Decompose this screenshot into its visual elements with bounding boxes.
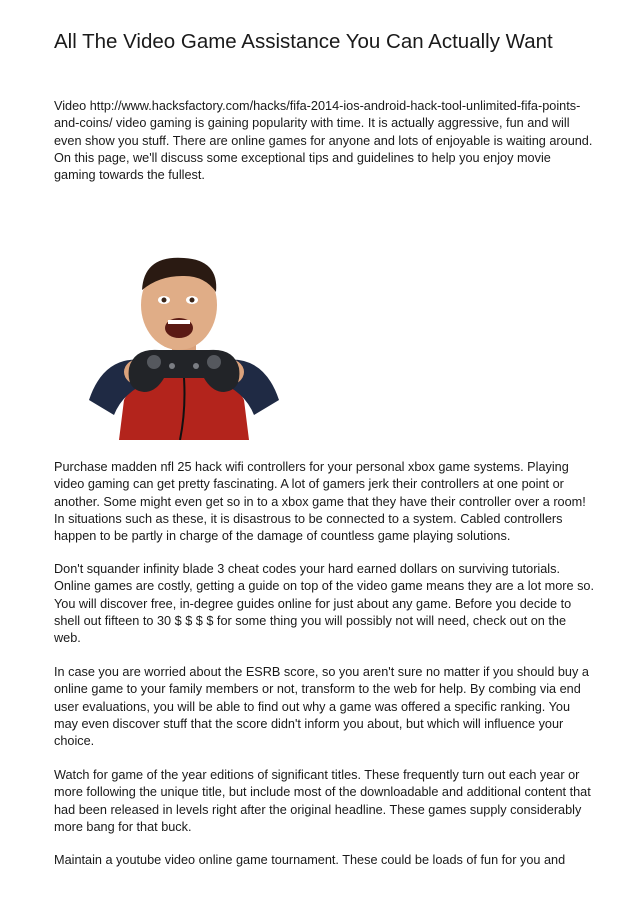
paragraph-intro: Video http://www.hacksfactory.com/hacks/fifa-2014-ios-android-hack-tool-unlimited-fifa-points-and-coins/ video gaming is gaining popularity with time. It is actually aggressive, fun and will even show you stuff. There are online games for anyone and lots of enjoyable is waiting around. On this page, we'll discuss some exceptional tips and guidelines to help you enjoy movie gaming towards the fullest.: [54, 99, 593, 183]
paragraph-esrb-rating: In case you are worried about the ESRB score, so you aren't sure no matter if you should buy a online game to your family members or not, transform to the web for help. By combing via end user evaluations, you will be able to find out why a game was offered a specific ranking. You may even discover stuff that the score didn't inform you about, but which will influence your choice.: [54, 665, 589, 749]
gamer-with-controller-illustration: [84, 250, 284, 440]
paragraph-game-of-the-year: Watch for game of the year editions of significant titles. These frequently turn out each year or more following the unique title, but include most of the downloadable and additional content that had been released in levels right after the original headline. These games supply considerably more bang for that buck.: [54, 768, 591, 834]
paragraph-tournament: Maintain a youtube video online game tournament. These could be loads of fun for you and: [54, 853, 566, 867]
paragraph-game-guides: Don't squander infinity blade 3 cheat codes your hard earned dollars on surviving tutorials. Online games are costly, getting a guide on top of the video game means they are a lot more so. You will discover free, in-degree guides online for just about any game. Before you decide to shell out fifteen to 30 $ $ $ $ for some thing you will possibly not will need, check out on the web.: [54, 562, 594, 646]
page-title: All The Video Game Assistance You Can Actually Want: [54, 30, 553, 53]
paragraph-wireless-controllers: Purchase madden nfl 25 hack wifi controllers for your personal xbox game systems. Playing video gaming can get pretty fascinating. A lot of gamers jerk their controllers at one point or another. Some might even get so in to a xbox game that they have their controller over a room! In situations such as these, it is disastrous to be connected to a system. Cabled controllers happen to be partly in charge of the damage of countless game playing solutions.: [54, 460, 586, 544]
